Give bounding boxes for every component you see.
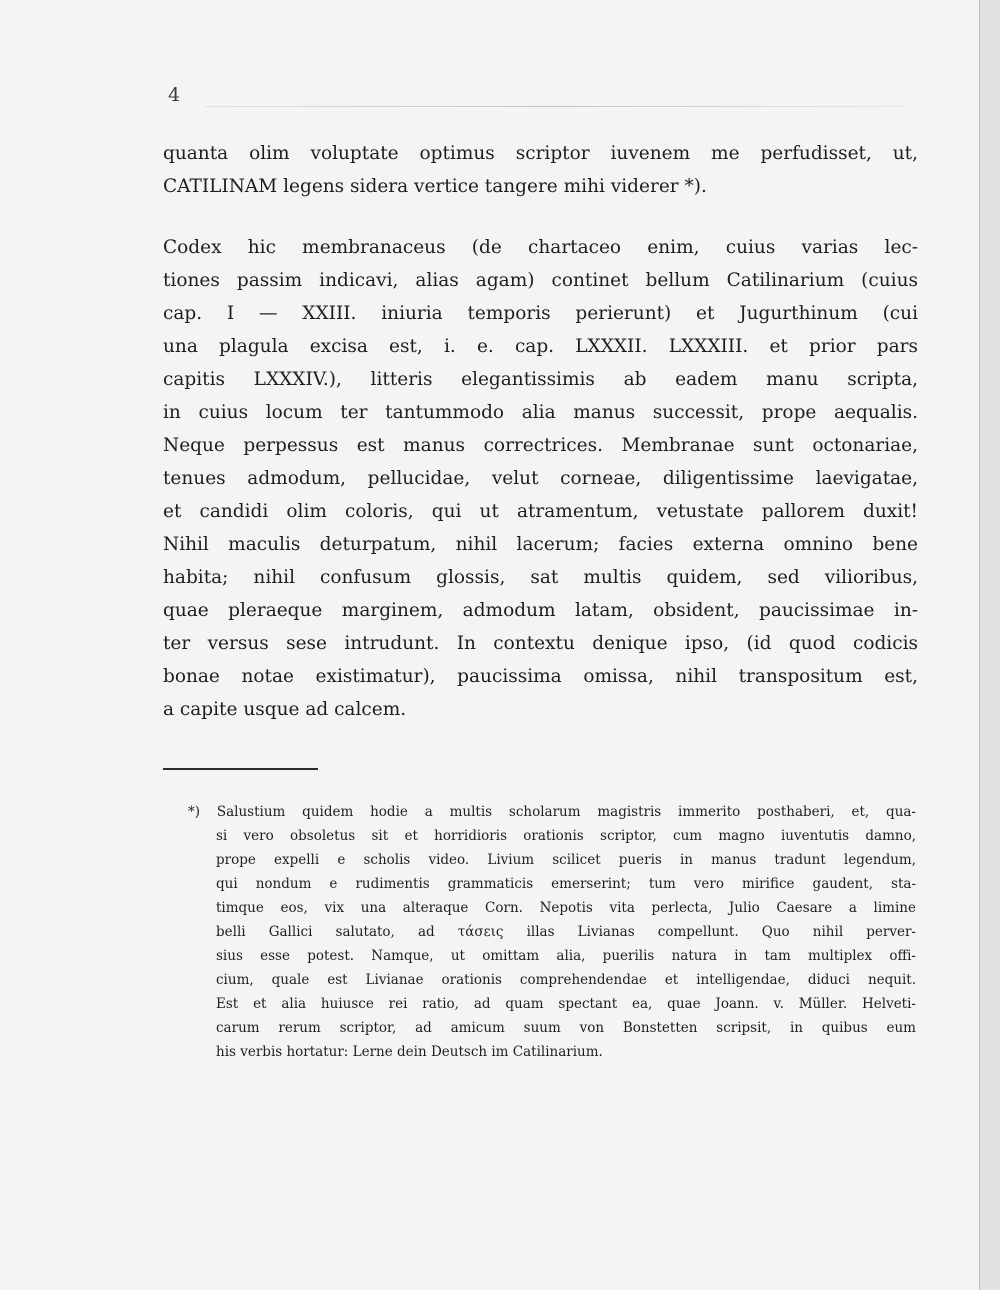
text-line: cap. I — XXIII. iniuria temporis perierunt) et Jugurthinum (cui <box>163 303 918 324</box>
text-line: habita; nihil confusum glossis, sat multis quidem, sed vilioribus, <box>163 567 918 588</box>
footnote-line: qui nondum e rudimentis grammaticis emerserint; tum vero mirifice gaudent, sta- <box>216 876 916 892</box>
paragraph-gap <box>163 203 918 231</box>
text-line: bonae notae existimatur), paucissima omissa, nihil transpositum est, <box>163 666 918 687</box>
text-line: quae pleraeque marginem, admodum latam, obsident, paucissimae in- <box>163 600 918 621</box>
footnote-line: prope expelli e scholis video. Livium scilicet pueris in manus tradunt legendum, <box>216 852 916 868</box>
text-line: et candidi olim coloris, qui ut atramentum, vetustate pallorem duxit! <box>163 501 918 522</box>
footnote-line: cium, quale est Livianae orationis comprehendendae et intelligendae, diduci nequit. <box>216 972 916 988</box>
footnote-rule <box>163 768 318 770</box>
footnote-line-text: Salustium quidem hodie a multis scholarum magistris immerito posthaberi, et, qua- <box>216 804 916 820</box>
footnote <box>188 800 916 1064</box>
text-line: una plagula excisa est, i. e. cap. LXXXII. LXXXIII. et prior pars <box>163 336 918 357</box>
text-line: ter versus sese intrudunt. In contextu denique ipso, (id quod codicis <box>163 633 918 654</box>
text-line: tenues admodum, pellucidae, velut corneae, diligentissime laevigatae, <box>163 468 918 489</box>
footnote-line: Est et alia huiusce rei ratio, ad quam spectant ea, quae Joann. v. Müller. Helveti- <box>216 996 916 1012</box>
text-line: Neque perpessus est manus correctrices. Membranae sunt octonariae, <box>163 435 918 456</box>
text-line: CATILINAM legens sidera vertice tangere mihi viderer *). <box>163 176 707 197</box>
text-line: Nihil maculis deturpatum, nihil lacerum; facies externa omnino bene <box>163 534 918 555</box>
text-line: Codex hic membranaceus (de chartaceo enim, cuius varias lec- <box>163 237 918 258</box>
footnote-line <box>188 800 916 824</box>
text-line: in cuius locum ter tantummodo alia manus successit, prope aequalis. <box>163 402 918 423</box>
text-line: tiones passim indicavi, alias agam) continet bellum Catilinarium (cuius <box>163 270 918 291</box>
footnote-line: carum rerum scriptor, ad amicum suum von Bonstetten scripsit, in quibus eum <box>216 1020 916 1036</box>
text-line: capitis LXXXIV.), litteris elegantissimis ab eadem manu scripta, <box>163 369 918 390</box>
page-edge <box>979 0 1000 1290</box>
footnote-line: belli Gallici salutato, ad τάσεις illas Livianas compellunt. Quo nihil perver- <box>216 924 916 940</box>
text-line: a capite usque ad calcem. <box>163 699 407 720</box>
text-line: quanta olim voluptate optimus scriptor iuvenem me perfudisset, ut, <box>163 143 918 164</box>
footnote-line: sius esse potest. Namque, ut omittam alia, puerilis natura in tam multiplex offi- <box>216 948 916 964</box>
footnote-line: si vero obsoletus sit et horridioris orationis scriptor, cum magno iuventutis damno, <box>216 828 916 844</box>
footnote-marker: *) <box>188 804 201 820</box>
footnote-line: his verbis hortatur: Lerne dein Deutsch im Catilinarium. <box>216 1044 603 1060</box>
page-number: 4 <box>168 84 181 106</box>
main-text <box>163 137 918 726</box>
header-rule <box>205 106 905 107</box>
footnote-line: timque eos, vix una alteraque Corn. Nepotis vita perlecta, Julio Caesare a limine <box>216 900 916 916</box>
